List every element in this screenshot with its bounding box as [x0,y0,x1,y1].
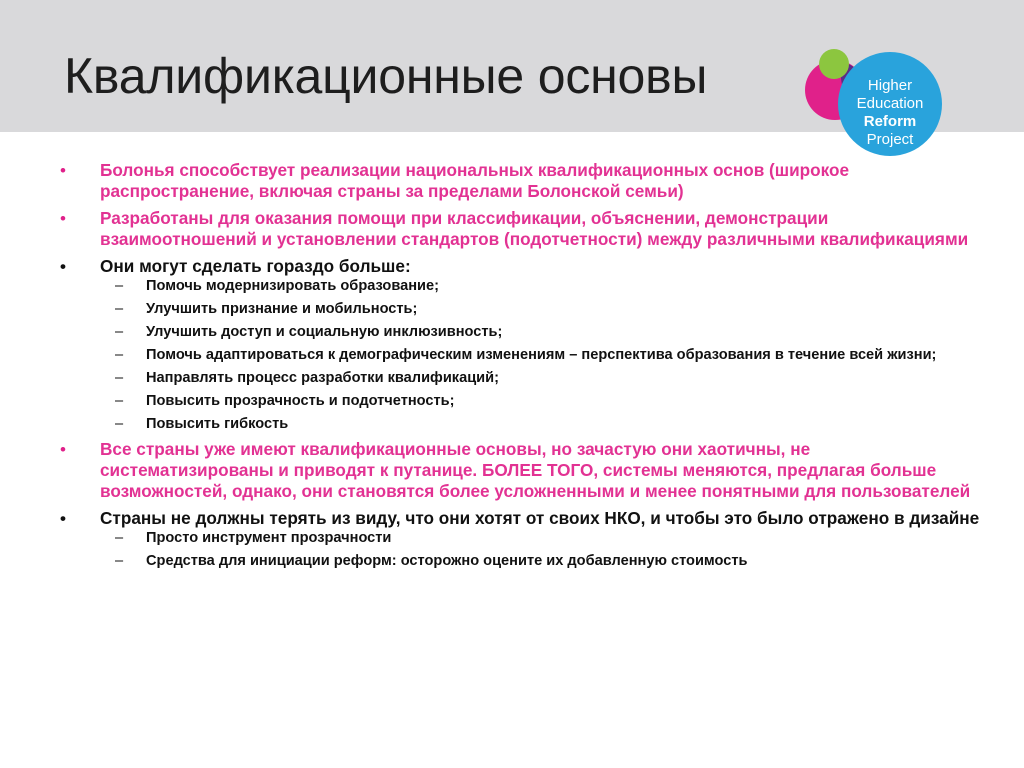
sub-text: Средства для инициации реформ: осторожно оцените их добавленную стоимость [146,553,748,569]
sub-list [100,277,980,433]
logo-text [838,77,942,149]
dash-glyph: – [115,530,124,546]
sub-item [100,392,980,410]
bullet-glyph: • [60,257,66,276]
dash-glyph: – [115,324,124,340]
sub-text: Помочь адаптироваться к демографическим изменениям – перспектива образования в течение всей жизни; [146,347,937,363]
dash-glyph: – [115,393,124,409]
bullet-glyph: • [60,161,66,180]
sub-text: Помочь модернизировать образование; [146,278,439,294]
slide-title: Квалификационные основы [64,48,708,104]
bullet-text: Они могут сделать гораздо больше: [100,256,411,276]
sub-item [100,529,980,547]
bullet-item [60,256,980,433]
logo-line-2: Education [856,95,924,112]
logo-green-circle [819,49,849,79]
dash-glyph: – [115,278,124,294]
bullet-item [60,508,980,570]
dash-glyph: – [115,370,124,386]
bullet-item [60,160,980,202]
sub-item [100,300,980,318]
bullet-text: Все страны уже имеют квалификационные основы, но зачастую они хаотичны, не систематизированы и приводят к путанице. БОЛЕЕ ТОГО, системы меняются, предлагая больше возможностей, однако, они становятся более усложненными и менее понятными для пользователей [100,439,971,501]
slide-content [60,160,980,576]
sub-item [100,415,980,433]
bullet-list [60,160,980,570]
bullet-text: Страны не должны терять из виду, что они хотят от своих НКО, и чтобы это было отражено в дизайне [100,508,980,528]
dash-glyph: – [115,347,124,363]
sub-item [100,346,980,364]
bullet-glyph: • [60,509,66,528]
sub-item [100,369,980,387]
bullet-glyph: • [60,209,66,228]
sub-text: Повысить гибкость [146,416,289,432]
sub-text: Улучшить доступ и социальную инклюзивность; [146,324,503,340]
dash-glyph: – [115,416,124,432]
sub-text: Просто инструмент прозрачности [146,530,392,546]
dash-glyph: – [115,553,124,569]
sub-list [100,529,980,570]
bullet-text: Болонья способствует реализации национальных квалификационных основ (широкое распространение, включая страны за пределами Болонской семьи) [100,160,850,201]
logo-line-3: Reform [863,113,917,130]
sub-text: Улучшить признание и мобильность; [146,301,418,317]
sub-item [100,552,980,570]
bullet-item [60,208,980,250]
logo-line-4: Project [866,131,914,148]
sub-item [100,277,980,295]
bullet-item [60,439,980,502]
sub-text: Направлять процесс разработки квалификаций; [146,370,499,386]
sub-item [100,323,980,341]
dash-glyph: – [115,301,124,317]
logo-line-1: Higher [867,77,913,94]
bullet-text: Разработаны для оказания помощи при классификации, объяснении, демонстрации взаимоотношений и установлении стандартов (подотчетности) между различными квалификациями [100,208,969,249]
sub-text: Повысить прозрачность и подотчетность; [146,393,455,409]
bullet-glyph: • [60,440,66,459]
